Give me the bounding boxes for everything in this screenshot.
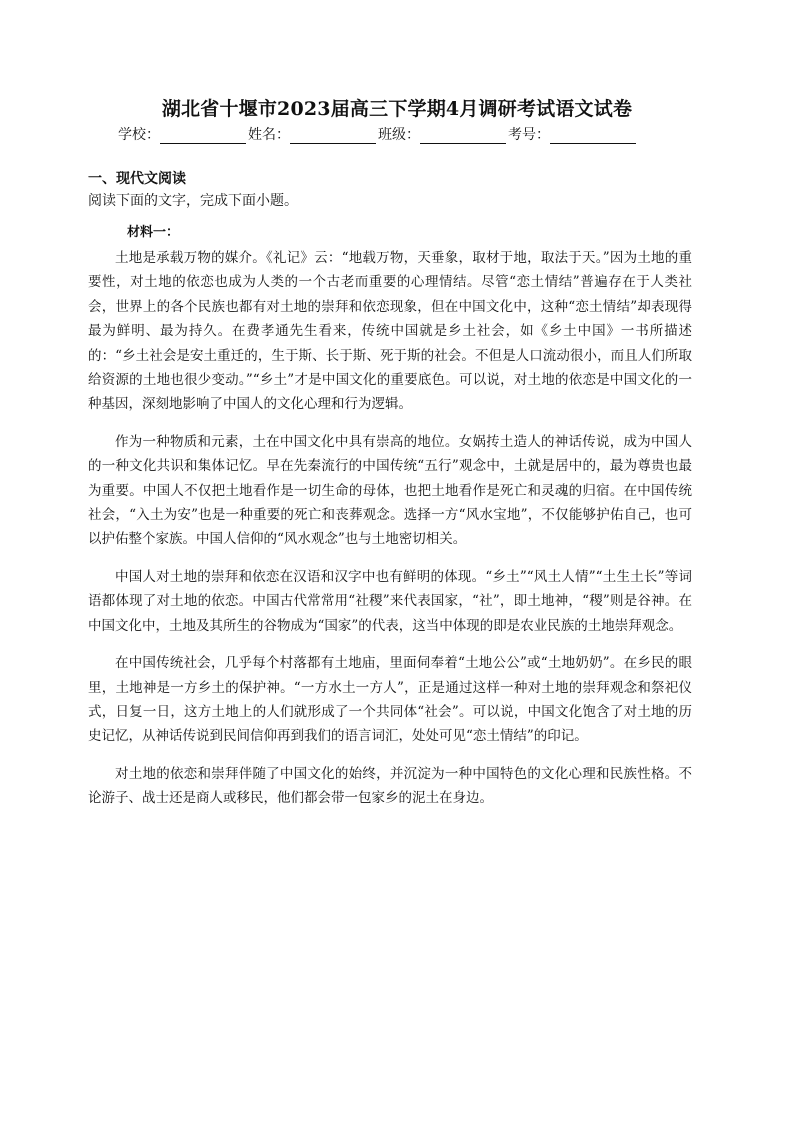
paragraph: 在中国传统社会，几乎每个村落都有土地庙，里面伺奉着“土地公公”或“土地奶奶”。在乡民的眼里，土地神是一方乡土的保护神。“一方水土一方人”，正是通过这样一种对土地的崇拜观念和祭祀仪式，日复一日，这方土地上的人们就形成了一个共同体“社会”。可以说，中国文化饱含了对土地的历史记忆，从神话传说到民间信仰再到我们的语言词汇，处处可见“恋土情结”的印记。 — [88, 655, 692, 745]
class-blank — [420, 129, 506, 144]
student-info-row — [118, 124, 678, 144]
paragraph: 土地是承载万物的媒介。《礼记》云：“地载万物，天垂象，取材于地，取法于天。”因为土地的重要性，对土地的依恋也成为人类的一个古老而重要的心理情结。尽管“恋土情结”普遍存在于人类社会，世界上的各个民族也都有对土地的崇拜和依恋现象，但在中国文化中，这种“恋土情结”却表现得最为鲜明、最为持久。在费孝通先生看来，传统中国就是乡土社会，如《乡土中国》一书所描述的：“乡土社会是安土重迁的，生于斯、长于斯、死于斯的社会。不但是人口流动很小，而且人们所取给资源的土地也很少变动。”“乡土”才是中国文化的重要底色。可以说，对土地的依恋是中国文化的一种基因，深刻地影响了中国人的文化心理和行为逻辑。 — [88, 250, 692, 413]
exam-number-blank — [550, 129, 636, 144]
exam-number-field — [508, 124, 638, 144]
exam-title: 湖北省十堰市2023届高三下学期4月调研考试语文试卷 — [161, 98, 633, 120]
name-field — [248, 124, 378, 144]
paragraph: 中国人对土地的崇拜和依恋在汉语和汉字中也有鲜明的体现。“乡土”“风土人情”“土生土长”等词语都体现了对土地的依恋。中国古代常常用“社稷”来代表国家，“社”，即土地神，“稷”则是谷神。在中国文化中，土地及其所生的谷物成为“国家”的代表，这当中体现的即是农业民族的土地崇拜观念。 — [88, 568, 692, 634]
school-field — [118, 124, 248, 144]
school-label: 学校： — [118, 127, 160, 143]
material-label: 材料一： — [127, 225, 180, 240]
class-field — [378, 124, 508, 144]
name-blank — [290, 129, 376, 144]
reading-passage — [88, 246, 692, 811]
class-label: 班级： — [378, 127, 420, 143]
section-heading: 一、现代文阅读 — [88, 171, 186, 187]
school-blank — [160, 129, 246, 144]
paragraph: 作为一种物质和元素，土在中国文化中具有崇高的地位。女娲抟土造人的神话传说，成为中国人的一种文化共识和集体记忆。早在先秦流行的中国传统“五行”观念中，土就是居中的，最为尊贵也最为重要。中国人不仅把土地看作是一切生命的母体，也把土地看作是死亡和灵魂的归宿。在中国传统社会，“入土为安”也是一种重要的死亡和丧葬观念。选择一方“风水宝地”，不仅能够护佑自己，也可以护佑整个家族。中国人信仰的“风水观念”也与土地密切相关。 — [88, 433, 692, 548]
name-label: 姓名： — [248, 127, 290, 143]
exam-number-label: 考号： — [508, 127, 550, 143]
paragraph: 对土地的依恋和崇拜伴随了中国文化的始终，并沉淀为一种中国特色的文化心理和民族性格。不论游子、战士还是商人或移民，他们都会带一包家乡的泥土在身边。 — [88, 765, 692, 807]
reading-instruction: 阅读下面的文字，完成下面小题。 — [88, 193, 298, 209]
